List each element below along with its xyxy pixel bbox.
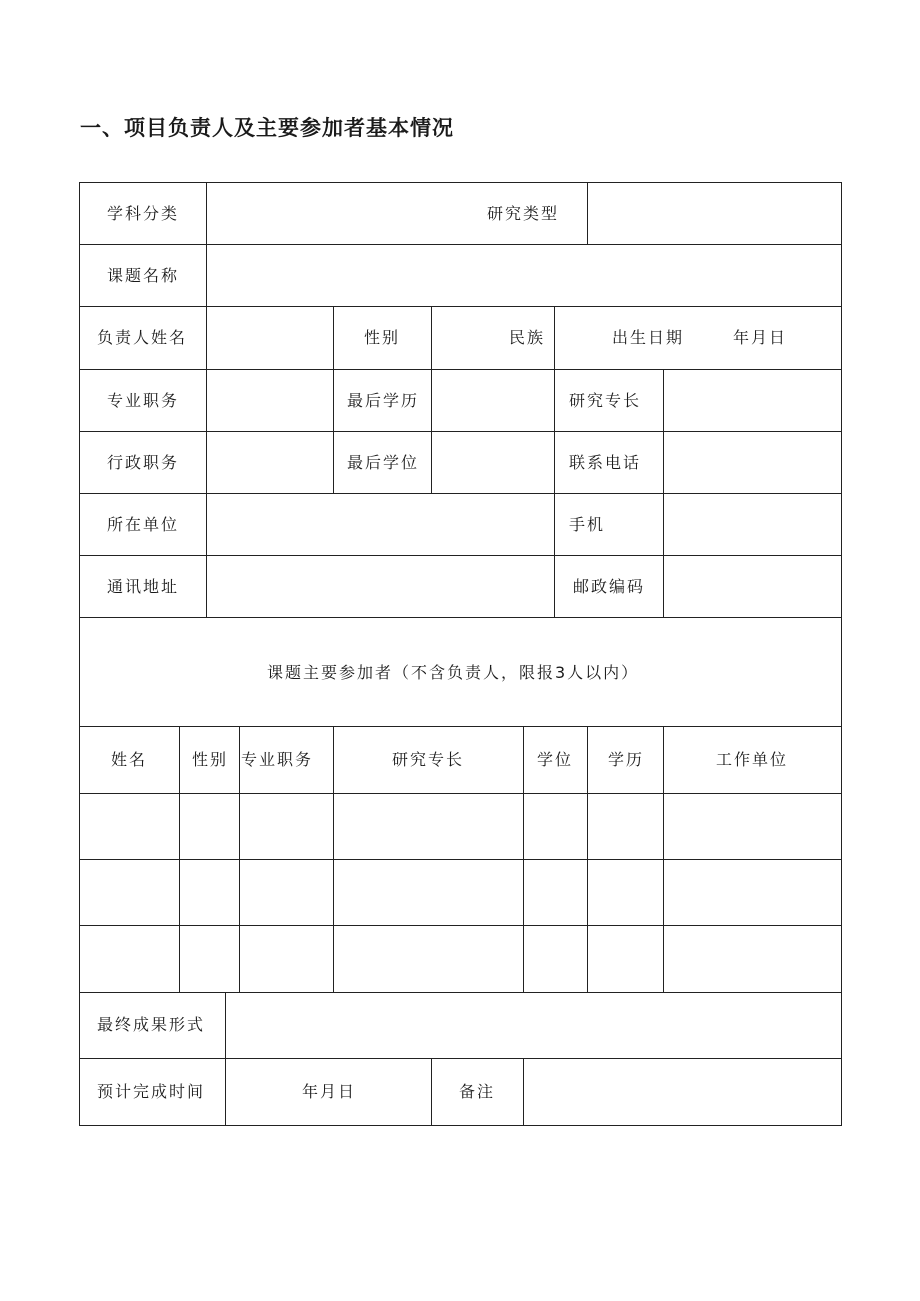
highest-education-field[interactable]: [432, 370, 554, 431]
notes-field[interactable]: [524, 1059, 841, 1125]
highest-degree-field[interactable]: [432, 432, 554, 493]
gender-field[interactable]: [432, 307, 508, 369]
contact-phone-label: 联系电话: [569, 453, 642, 472]
table-rule: [431, 1058, 432, 1125]
administrative-title-label: 行政职务: [107, 453, 180, 472]
birth-date-format: 年月日: [733, 328, 788, 347]
postal-code-field[interactable]: [664, 556, 841, 617]
participants-section-title: 课题主要参加者（不含负责人，限报3人以内）: [267, 663, 640, 682]
work-unit-label: 所在单位: [107, 515, 180, 534]
postal-code-label: 邮政编码: [573, 577, 646, 596]
professional-title-field[interactable]: [207, 370, 333, 431]
notes-label: 备注: [459, 1082, 496, 1101]
work-unit-field[interactable]: [207, 494, 554, 555]
column-header-degree: 学位: [537, 750, 574, 769]
column-header-specialty: 研究专长: [392, 750, 465, 769]
research-specialty-field[interactable]: [664, 370, 841, 431]
subject-category-field[interactable]: [207, 183, 486, 244]
mobile-label: 手机: [569, 515, 606, 534]
final-result-form-label: 最终成果形式: [97, 1015, 206, 1034]
column-header-professional-title: 专业职务: [241, 750, 314, 769]
completion-date-format: 年月日: [302, 1082, 357, 1101]
birth-date-label: 出生日期: [612, 328, 685, 347]
column-header-name: 姓名: [111, 750, 148, 769]
column-header-gender: 性别: [192, 750, 229, 769]
mailing-address-label: 通讯地址: [107, 577, 180, 596]
table-rule: [79, 617, 841, 618]
research-type-label: 研究类型: [487, 204, 560, 223]
mobile-field[interactable]: [664, 494, 841, 555]
project-title-field[interactable]: [207, 245, 841, 306]
section-heading: 一、项目负责人及主要参加者基本情况: [80, 116, 454, 140]
project-title-label: 课题名称: [107, 266, 180, 285]
participant-row-3[interactable]: [80, 926, 841, 992]
leader-name-label: 负责人姓名: [97, 328, 188, 347]
column-header-education: 学历: [608, 750, 645, 769]
ethnicity-label: 民族: [509, 328, 546, 347]
contact-phone-field[interactable]: [664, 432, 841, 493]
participant-row-2[interactable]: [80, 860, 841, 925]
highest-education-label: 最后学历: [347, 391, 420, 410]
table-rule: [841, 182, 842, 1126]
research-specialty-label: 研究专长: [569, 391, 642, 410]
subject-category-label: 学科分类: [107, 204, 180, 223]
final-result-form-field[interactable]: [226, 993, 841, 1058]
column-header-work-unit: 工作单位: [716, 750, 789, 769]
research-type-field[interactable]: [588, 183, 841, 244]
administrative-title-field[interactable]: [207, 432, 333, 493]
table-rule: [79, 726, 841, 727]
table-rule: [333, 306, 334, 493]
expected-completion-label: 预计完成时间: [97, 1082, 206, 1101]
gender-label: 性别: [364, 328, 401, 347]
professional-title-label: 专业职务: [107, 391, 180, 410]
leader-name-field[interactable]: [207, 307, 333, 369]
table-rule: [554, 306, 555, 617]
mailing-address-field[interactable]: [207, 556, 554, 617]
table-rule: [79, 1125, 842, 1126]
participant-row-1[interactable]: [80, 794, 841, 859]
highest-degree-label: 最后学位: [347, 453, 420, 472]
